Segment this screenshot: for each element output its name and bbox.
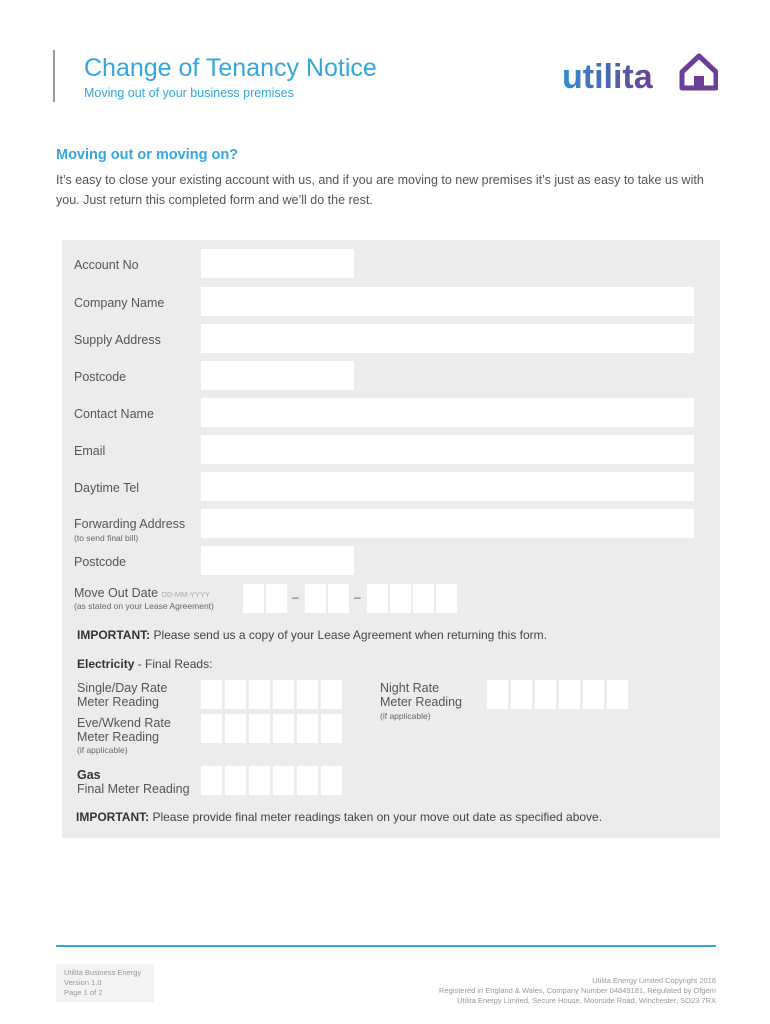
meter-digit-box[interactable] [511,680,532,709]
important-readings-notice [76,810,602,824]
important-text: Please send us a copy of your Lease Agreement when returning this form. [153,628,548,642]
label-gas-reading: Final Meter Reading [77,782,190,796]
important-lease-notice [77,628,547,642]
intro-text: It’s easy to close your existing account with us, and if you are moving to new premises it’s just as easy to take us with you. Just return this completed form and we’ll do the rest. [56,173,704,207]
footer-divider [56,945,716,947]
label-gas: Gas [77,768,101,782]
header-divider [53,50,55,102]
section-heading: Moving out or moving on? [56,147,239,163]
meter-digit-box[interactable] [201,680,222,709]
date-format-hint: DD-MM-YYYY [161,590,210,599]
electricity-heading [77,657,212,671]
label-forwarding-address: Forwarding Address [74,517,186,531]
meter-digit-box[interactable] [249,766,270,795]
form-panel [62,240,720,838]
meter-digit-box[interactable] [249,680,270,709]
label-night-2: Meter Reading [380,695,462,709]
meter-digit-box[interactable] [583,680,604,709]
meter-digit-box[interactable] [297,714,318,743]
meter-digit-box[interactable] [273,680,294,709]
single-day-reading [201,680,343,709]
meter-digit-box[interactable] [607,680,628,709]
footer-address: Utilita Energy Limited, Secure House, Moorside Road, Winchester, SO23 7RX [457,996,716,1005]
gas-reading [201,766,343,795]
label-email: Email [74,444,106,458]
footer-copyright: Utilita Energy Limited Copyright 2016 [592,976,716,985]
email-field[interactable] [201,435,694,464]
account-no-field[interactable] [201,249,354,278]
date-digit-box[interactable] [367,584,388,613]
important-label: IMPORTANT: [76,810,150,824]
label-night-1: Night Rate [380,681,440,695]
contact-name-field[interactable] [201,398,694,427]
date-separator: – [292,590,299,604]
footer-page-number: Page 1 of 2 [64,988,103,997]
eve-wkend-reading [201,714,343,743]
label-daytime-tel: Daytime Tel [74,481,140,495]
date-digit-box[interactable] [305,584,326,613]
footer-version: Version 1.0 [64,978,102,987]
label-supply-address: Supply Address [74,333,161,347]
night-if-applicable: (if applicable) [380,711,431,721]
date-digit-box[interactable] [413,584,434,613]
label-contact-name: Contact Name [74,407,154,421]
label-single-day-1: Single/Day Rate [77,681,168,695]
forwarding-note: (to send final bill) [74,533,139,543]
night-reading [487,680,629,709]
logo-text: utilita [562,58,653,94]
footer-version-box [56,964,154,1002]
house-door-icon [694,76,704,88]
meter-digit-box[interactable] [559,680,580,709]
meter-digit-box[interactable] [321,766,342,795]
footer-legal [439,976,716,1006]
meter-digit-box[interactable] [249,714,270,743]
daytime-tel-field[interactable] [201,472,694,501]
utilita-logo [562,50,718,94]
meter-digit-box[interactable] [273,714,294,743]
eve-if-applicable: (if applicable) [77,745,128,755]
postcode-field[interactable] [201,361,354,390]
label-company-name: Company Name [74,296,165,310]
electricity-label: Electricity [77,657,135,671]
meter-digit-box[interactable] [273,766,294,795]
label-postcode: Postcode [74,370,127,384]
label-single-day-2: Meter Reading [77,695,159,709]
label-eve-wkend-2: Meter Reading [77,730,159,744]
label-move-out-date [74,586,210,600]
meter-digit-box[interactable] [225,714,246,743]
date-digit-box[interactable] [390,584,411,613]
meter-digit-box[interactable] [297,766,318,795]
forwarding-postcode-field[interactable] [201,546,354,575]
important-text: Please provide final meter readings taken on your move out date as specified above. [152,810,603,824]
footer-registration: Registered in England & Wales, Company Number 04849181, Regulated by Ofgem [439,986,716,995]
meter-digit-box[interactable] [535,680,556,709]
date-separator: – [354,590,361,604]
lease-note: (as stated on your Lease Agreement) [74,601,214,611]
supply-address-field[interactable] [201,324,694,353]
move-out-date-label: Move Out Date [74,586,159,600]
meter-digit-box[interactable] [487,680,508,709]
move-out-date-input [243,584,463,613]
meter-digit-box[interactable] [201,766,222,795]
meter-digit-box[interactable] [297,680,318,709]
date-digit-box[interactable] [436,584,457,613]
meter-digit-box[interactable] [225,766,246,795]
label-account-no: Account No [74,258,139,272]
label-eve-wkend-1: Eve/Wkend Rate [77,716,171,730]
footer-company: Utilita Business Energy [64,968,142,977]
date-digit-box[interactable] [328,584,349,613]
date-digit-box[interactable] [266,584,287,613]
meter-digit-box[interactable] [225,680,246,709]
page-subtitle: Moving out of your business premises [84,86,294,100]
electricity-text: - Final Reads: [137,657,213,671]
date-digit-box[interactable] [243,584,264,613]
page-title: Change of Tenancy Notice [84,54,377,82]
label-forwarding-postcode: Postcode [74,555,127,569]
meter-digit-box[interactable] [321,680,342,709]
meter-digit-box[interactable] [321,714,342,743]
company-name-field[interactable] [201,287,694,316]
forwarding-address-field[interactable] [201,509,694,538]
meter-digit-box[interactable] [201,714,222,743]
important-label: IMPORTANT: [77,628,151,642]
